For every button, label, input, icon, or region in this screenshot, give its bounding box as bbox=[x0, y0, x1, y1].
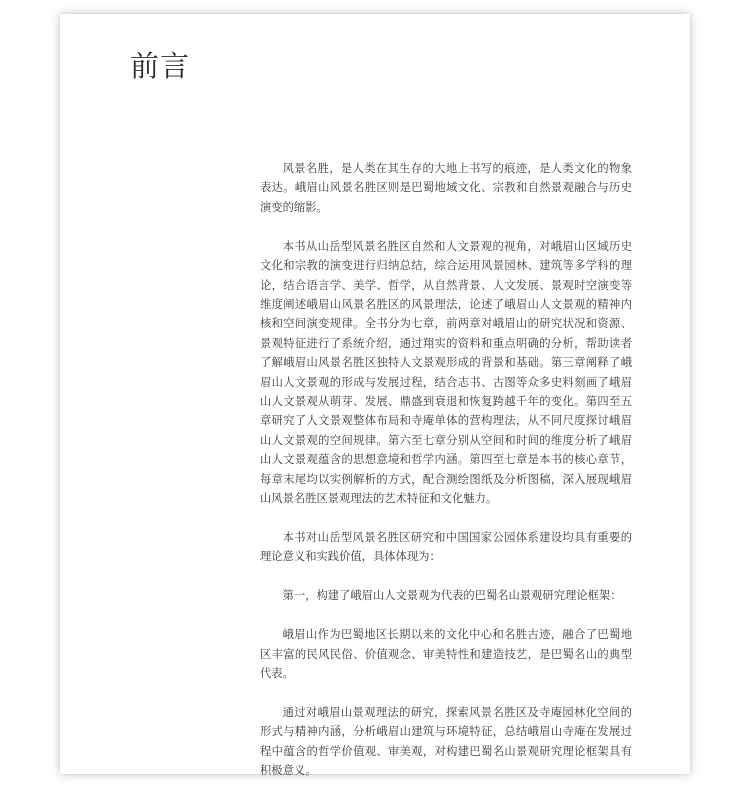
paragraph-2: 本书从山岳型风景名胜区自然和人文景观的视角，对峨眉山区域历史文化和宗教的演变进行归纳总结，综合运用风景园林、建筑等多学科的理论，结合语言学、美学、哲学，从自然背景、人文发展、景观时空演变等维度阐述峨眉山风景名胜区的风景理法，论述了峨眉山人文景观的精神内核和空间演变规律。全书分为七章，前两章对峨眉山的研究状况和资源、景观特征进行了系统介绍，通过翔实的资料和重点明确的分析，帮助读者了解峨眉山风景名胜区独特人文景观形成的背景和基础。第三章阐释了峨眉山人文景观的形成与发展过程，结合志书、古图等众多史料刻画了峨眉山人文景观从萌芽、发展、鼎盛到衰退和恢复跨越千年的变化。第四至五章研究了人文景观整体布局和寺庵单体的营构理法，从不同尺度探讨峨眉山人文景观的空间规律。第六至七章分别从空间和时间的维度分析了峨眉山人文景观蕴含的思想意境和哲学内涵。第四至七章是本书的核心章节，每章末尾均以实例解析的方式，配合测绘图纸及分析图稿，深入展现峨眉山风景名胜区景观理法的艺术特征和文化魅力。 bbox=[260, 239, 632, 505]
body-text bbox=[260, 159, 632, 800]
paragraph-3: 本书对山岳型风景名胜区研究和中国国家公园体系建设均具有重要的理论意义和实践价值，具体体现为： bbox=[260, 530, 632, 564]
paragraph-5: 峨眉山作为巴蜀地区长期以来的文化中心和名胜古迹，融合了巴蜀地区丰富的民风民俗、价值观念、审美特性和建造技艺，是巴蜀名山的典型代表。 bbox=[260, 628, 632, 680]
document-page bbox=[60, 14, 690, 778]
paragraph-6: 通过对峨眉山景观理法的研究，探索风景名胜区及寺庵园林化空间的形式与精神内涵，分析峨眉山建筑与环境特征，总结峨眉山寺庵在发展过程中蕴含的哲学价值观、审美观，对构建巴蜀名山景观研究理论框架具有积极意义。 bbox=[260, 705, 632, 778]
page-title: 前言 bbox=[130, 49, 191, 83]
paragraph-4: 第一，构建了峨眉山人文景观为代表的巴蜀名山景观研究理论框架： bbox=[282, 589, 622, 603]
paragraph-1: 风景名胜，是人类在其生存的大地上书写的痕迹，是人类文化的物象表达。峨眉山风景名胜区则是巴蜀地域文化、宗教和自然景观融合与历史演变的缩影。 bbox=[260, 162, 632, 214]
